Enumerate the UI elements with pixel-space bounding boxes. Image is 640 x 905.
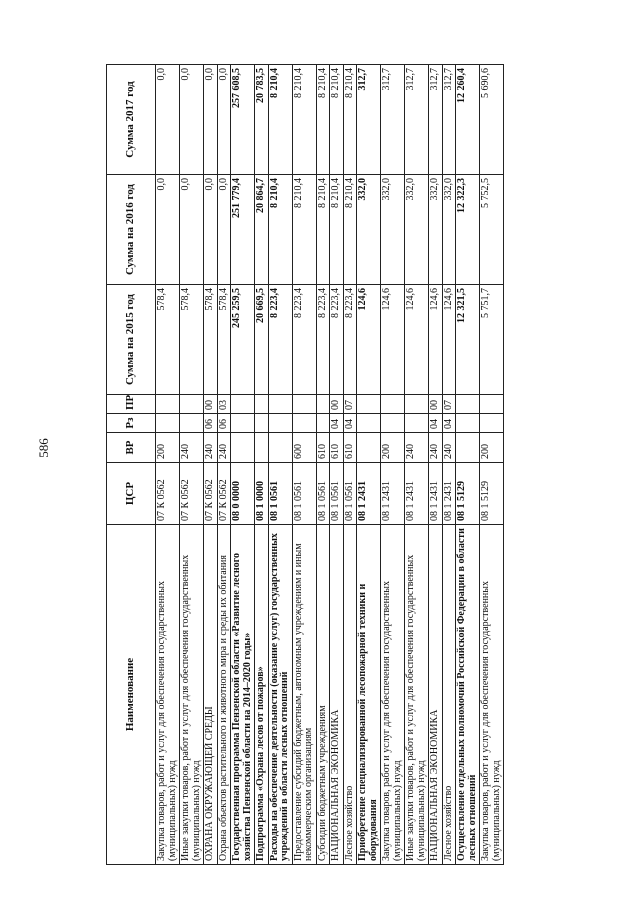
cell-pr [357, 395, 381, 414]
table-row [292, 65, 316, 865]
cell-sum-2017: 312,7 [405, 65, 429, 175]
cell-pr [180, 395, 204, 414]
cell-vr: 200 [381, 433, 405, 463]
cell-rz [156, 414, 180, 433]
cell-csr: 08 0 0000 [231, 463, 255, 525]
cell-rz [480, 414, 504, 433]
cell-sum-2017: 0,0 [217, 65, 231, 175]
cell-sum-2015: 578,4 [180, 285, 204, 395]
budget-table [106, 64, 504, 865]
cell-name: Охрана объектов растительного и животного мира и среды их обитания [217, 525, 231, 865]
cell-sum-2015: 5 751,7 [480, 285, 504, 395]
table-row [357, 65, 381, 865]
cell-name: Закупка товаров, работ и услуг для обеспечения государственных (муниципальных) нужд [480, 525, 504, 865]
cell-pr [316, 395, 330, 414]
cell-vr: 240 [405, 433, 429, 463]
cell-rz [357, 414, 381, 433]
cell-sum-2017: 312,7 [357, 65, 381, 175]
cell-rz: 04 [442, 414, 456, 433]
page-number: 586 [35, 438, 51, 458]
cell-sum-2017: 312,7 [442, 65, 456, 175]
table-body [156, 65, 504, 865]
cell-name: Осуществление отдельных полномочий Российской Федерации в области лесных отношений [456, 525, 480, 865]
cell-sum-2017: 8 210,4 [343, 65, 357, 175]
cell-sum-2016: 8 210,4 [292, 175, 316, 285]
cell-sum-2016: 20 864,7 [255, 175, 269, 285]
header-vr: ВР [107, 433, 156, 463]
cell-csr: 08 1 5129 [480, 463, 504, 525]
table-row [156, 65, 180, 865]
cell-vr: 240 [429, 433, 443, 463]
cell-sum-2016: 8 210,4 [343, 175, 357, 285]
cell-vr [231, 433, 255, 463]
cell-csr: 08 1 2431 [429, 463, 443, 525]
cell-vr [268, 433, 292, 463]
cell-sum-2017: 0,0 [204, 65, 218, 175]
cell-name: Закупка товаров, работ и услуг для обеспечения государственных (муниципальных) нужд [156, 525, 180, 865]
cell-rz: 04 [330, 414, 344, 433]
cell-name: Закупка товаров, работ и услуг для обеспечения государственных (муниципальных) нужд [381, 525, 405, 865]
cell-rz [231, 414, 255, 433]
cell-pr: 00 [429, 395, 443, 414]
cell-name: Лесное хозяйство [442, 525, 456, 865]
header-name: Наименование [107, 525, 156, 865]
cell-sum-2016: 8 210,4 [268, 175, 292, 285]
cell-sum-2017: 5 690,6 [480, 65, 504, 175]
cell-csr: 07 К 0562 [180, 463, 204, 525]
cell-rz [292, 414, 316, 433]
cell-vr [255, 433, 269, 463]
table-row [343, 65, 357, 865]
table-row [429, 65, 443, 865]
table-row [255, 65, 269, 865]
cell-name: Субсидии бюджетным учреждениям [316, 525, 330, 865]
cell-sum-2016: 332,0 [357, 175, 381, 285]
table-row [442, 65, 456, 865]
rotated-page-content [106, 65, 606, 865]
cell-name: Лесное хозяйство [343, 525, 357, 865]
cell-sum-2015: 8 223,4 [343, 285, 357, 395]
header-sum-2016: Сумма на 2016 год [107, 175, 156, 285]
cell-pr [268, 395, 292, 414]
cell-vr: 610 [343, 433, 357, 463]
table-row [180, 65, 204, 865]
cell-name: Расходы на обеспечение деятельности (оказание услуг) государственных учреждений в области лесных отношений [268, 525, 292, 865]
header-pr: ПР [107, 395, 156, 414]
cell-csr: 08 1 2431 [442, 463, 456, 525]
cell-sum-2016: 8 210,4 [316, 175, 330, 285]
cell-name: Иные закупки товаров, работ и услуг для обеспечения государственных (муниципальных) нужд [405, 525, 429, 865]
cell-csr: 08 1 2431 [381, 463, 405, 525]
cell-sum-2015: 124,6 [429, 285, 443, 395]
cell-sum-2015: 8 223,4 [292, 285, 316, 395]
cell-sum-2016: 5 752,5 [480, 175, 504, 285]
cell-csr: 08 1 2431 [357, 463, 381, 525]
header-rz: Рз [107, 414, 156, 433]
table-row [405, 65, 429, 865]
cell-rz: 04 [343, 414, 357, 433]
table-row [231, 65, 255, 865]
table-row [316, 65, 330, 865]
cell-rz: 06 [217, 414, 231, 433]
cell-pr [381, 395, 405, 414]
cell-pr [292, 395, 316, 414]
cell-sum-2017: 8 210,4 [292, 65, 316, 175]
cell-csr: 08 1 5129 [456, 463, 480, 525]
cell-sum-2016: 251 779,4 [231, 175, 255, 285]
cell-sum-2015: 8 223,4 [330, 285, 344, 395]
cell-sum-2015: 578,4 [204, 285, 218, 395]
table-row [268, 65, 292, 865]
cell-pr [405, 395, 429, 414]
cell-sum-2015: 245 259,5 [231, 285, 255, 395]
cell-pr [156, 395, 180, 414]
cell-csr: 08 1 0561 [292, 463, 316, 525]
cell-sum-2016: 8 210,4 [330, 175, 344, 285]
cell-csr: 07 К 0562 [217, 463, 231, 525]
cell-vr: 240 [180, 433, 204, 463]
cell-csr: 08 1 0561 [316, 463, 330, 525]
header-csr: ЦСР [107, 463, 156, 525]
cell-vr [456, 433, 480, 463]
cell-csr: 08 1 0000 [255, 463, 269, 525]
cell-vr: 240 [442, 433, 456, 463]
cell-sum-2016: 0,0 [204, 175, 218, 285]
cell-pr: 03 [217, 395, 231, 414]
cell-pr [456, 395, 480, 414]
cell-sum-2015: 124,6 [357, 285, 381, 395]
cell-csr: 08 1 0561 [268, 463, 292, 525]
cell-pr: 07 [442, 395, 456, 414]
cell-name: НАЦИОНАЛЬНАЯ ЭКОНОМИКА [429, 525, 443, 865]
cell-sum-2017: 8 210,4 [316, 65, 330, 175]
cell-rz [405, 414, 429, 433]
cell-sum-2015: 124,6 [405, 285, 429, 395]
cell-sum-2017: 0,0 [180, 65, 204, 175]
cell-rz [381, 414, 405, 433]
cell-rz: 04 [429, 414, 443, 433]
cell-sum-2016: 332,0 [405, 175, 429, 285]
table-row [381, 65, 405, 865]
header-sum-2015: Сумма на 2015 год [107, 285, 156, 395]
cell-name: Иные закупки товаров, работ и услуг для обеспечения государственных (муниципальных) нужд [180, 525, 204, 865]
cell-rz [316, 414, 330, 433]
header-sum-2017: Сумма 2017 год [107, 65, 156, 175]
cell-sum-2016: 332,0 [442, 175, 456, 285]
cell-name: Государственная программа Пензенской области «Развитие лесного хозяйства Пензенской области на 2014–2020 годы» [231, 525, 255, 865]
cell-name: Приобретение специализированной лесопожарной техники и оборудования [357, 525, 381, 865]
cell-name: ОХРАНА ОКРУЖАЮЩЕЙ СРЕДЫ [204, 525, 218, 865]
cell-sum-2017: 257 608,5 [231, 65, 255, 175]
cell-csr: 08 1 0561 [330, 463, 344, 525]
cell-csr: 07 К 0562 [204, 463, 218, 525]
cell-rz [268, 414, 292, 433]
cell-sum-2017: 312,7 [429, 65, 443, 175]
table-row [330, 65, 344, 865]
cell-sum-2017: 12 260,4 [456, 65, 480, 175]
cell-sum-2016: 0,0 [156, 175, 180, 285]
cell-sum-2016: 0,0 [217, 175, 231, 285]
cell-csr: 08 1 0561 [343, 463, 357, 525]
cell-pr [255, 395, 269, 414]
cell-vr: 240 [204, 433, 218, 463]
cell-rz [255, 414, 269, 433]
cell-pr: 00 [330, 395, 344, 414]
cell-pr [231, 395, 255, 414]
cell-sum-2015: 8 223,4 [268, 285, 292, 395]
table-row [204, 65, 218, 865]
cell-pr: 00 [204, 395, 218, 414]
cell-csr: 08 1 2431 [405, 463, 429, 525]
cell-pr [480, 395, 504, 414]
cell-sum-2015: 124,6 [442, 285, 456, 395]
cell-vr: 610 [330, 433, 344, 463]
cell-sum-2015: 20 669,5 [255, 285, 269, 395]
table-row [217, 65, 231, 865]
cell-vr: 200 [156, 433, 180, 463]
cell-sum-2015: 12 321,5 [456, 285, 480, 395]
cell-sum-2017: 312,7 [381, 65, 405, 175]
cell-name: Подпрограмма «Охрана лесов от пожаров» [255, 525, 269, 865]
cell-vr [357, 433, 381, 463]
cell-sum-2016: 332,0 [429, 175, 443, 285]
table-header-row [107, 65, 156, 865]
cell-sum-2015: 8 223,4 [316, 285, 330, 395]
cell-name: НАЦИОНАЛЬНАЯ ЭКОНОМИКА [330, 525, 344, 865]
cell-name: Предоставление субсидий бюджетным, автономным учреждениям и иным некоммерческим организациям [292, 525, 316, 865]
cell-sum-2017: 20 783,5 [255, 65, 269, 175]
cell-vr: 600 [292, 433, 316, 463]
cell-sum-2017: 0,0 [156, 65, 180, 175]
cell-sum-2016: 12 322,3 [456, 175, 480, 285]
cell-sum-2015: 578,4 [156, 285, 180, 395]
cell-vr: 610 [316, 433, 330, 463]
cell-rz: 06 [204, 414, 218, 433]
cell-vr: 200 [480, 433, 504, 463]
table-row [456, 65, 480, 865]
cell-sum-2016: 332,0 [381, 175, 405, 285]
cell-sum-2015: 124,6 [381, 285, 405, 395]
cell-pr: 07 [343, 395, 357, 414]
cell-sum-2017: 8 210,4 [268, 65, 292, 175]
cell-rz [456, 414, 480, 433]
cell-sum-2017: 8 210,4 [330, 65, 344, 175]
cell-sum-2015: 578,4 [217, 285, 231, 395]
cell-csr: 07 К 0562 [156, 463, 180, 525]
table-row [480, 65, 504, 865]
cell-sum-2016: 0,0 [180, 175, 204, 285]
cell-vr: 240 [217, 433, 231, 463]
cell-rz [180, 414, 204, 433]
